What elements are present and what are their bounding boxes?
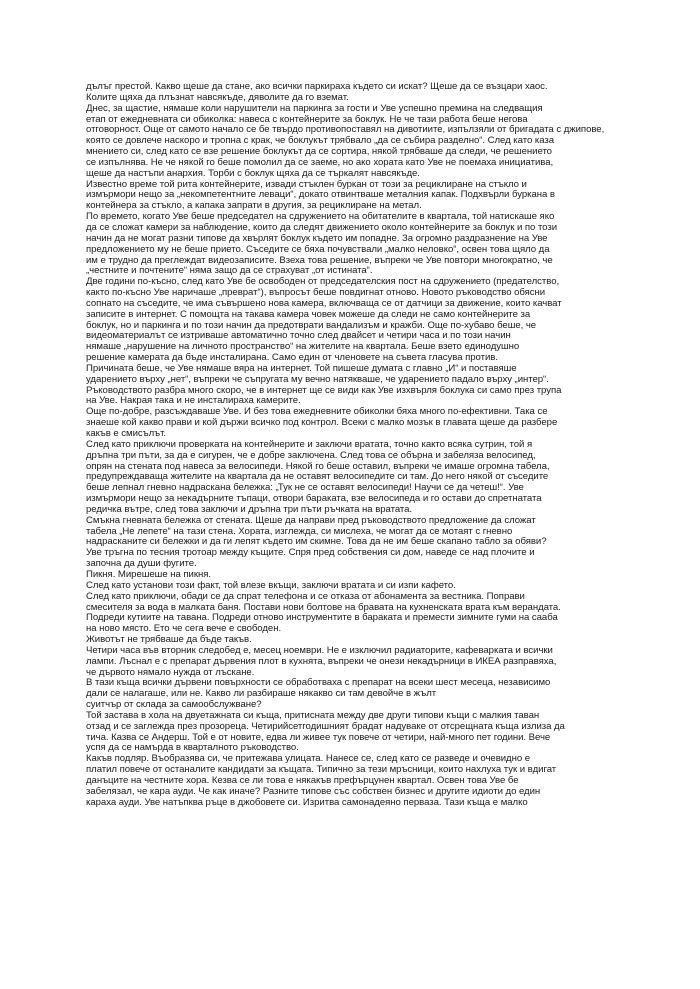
text-line: щеше да настъпи анархия. Торби с боклук щяха да се търкалят навсякъде. bbox=[86, 167, 420, 179]
text-line: Четири часа във вторник следобед е, месец ноември. Не е изключил радиаторите, кафеварката и всички bbox=[86, 644, 553, 656]
text-line: измърмори нещо за некадърните тъпаци, отвори бараката, взе велосипеда и го остави до спретнатата bbox=[86, 493, 542, 505]
text-line: какъв е смисълът. bbox=[86, 428, 166, 439]
text-line: След като приключи проверката на контейнерите и заключи вратата, точно както всяка сутрин, той я bbox=[86, 438, 533, 450]
text-line: Ръководството разбра много скоро, че в интернет ще се види как Уве изхвърля боклука си само през трупа bbox=[86, 384, 562, 396]
text-line: предупреждаваща жителите на квартала да не оставят велосипедите си там. До него някой от съседите bbox=[86, 471, 549, 483]
text-line: се изпълнява. Не че някой го беше помолил да се заеме, но ако хората като Уве не поемаха инициатива, bbox=[86, 156, 554, 168]
text-line: мнението си, след като се взе решение боклукът да се сортира, някой трябваше да следи, че решението bbox=[86, 146, 552, 158]
text-line: Подреди кутиите на тавана. Подреди отново инструментите в бараката и премести зимните гуми на сааба bbox=[86, 612, 558, 624]
text-line: етап от ежедневната си обиколка: навеса с контейнерите за боклук. Не че тази работа беше негова bbox=[86, 113, 528, 125]
text-line: Пикня. Мирешеше на пикня. bbox=[86, 568, 211, 580]
text-line: както по-късно Уве наричаше „преврат“), въпросът беше повдигнат отново. Новото ръководство обясни bbox=[86, 287, 546, 299]
text-line: започна да души фугите. bbox=[86, 558, 197, 570]
text-line: табела „Не лепете“ на тази стена. Хората, изглежда, си мислеха, че могат да се мотаят с гневно bbox=[86, 525, 513, 537]
text-line: Той застава в хола на двуетажната си къща, притисната между две други типови къщи с малкия таван bbox=[86, 709, 540, 721]
document-body bbox=[86, 82, 616, 809]
text-line: суитчър от склада за самообслужване? bbox=[86, 699, 262, 711]
text-line: дали се налагаше, или не. Какво ли разбираше някакво си там девойче в жълт bbox=[86, 688, 437, 700]
text-line: Колите щяха да плъзнат навсякъде, дяволите да го вземат. bbox=[86, 91, 349, 103]
text-line: Причината беше, че Уве нямаше вяра на интернет. Той пишеше думата с главно „И“ и поставяше bbox=[86, 362, 517, 374]
text-line: Известно време той рита контейнерите, извади стъклен буркан от този за рециклиране на стъкло и bbox=[86, 178, 527, 190]
text-line: измърмори нещо за „некомпетентните леваци“, докато отвинтваше металния капак. Подхвърли буркана в bbox=[86, 189, 555, 201]
text-line: че дървото нямало нужда от лъскане. bbox=[86, 666, 255, 678]
text-line: Днес, за щастие, нямаше коли нарушители на паркинга за гости и Уве успешно премина на следващия bbox=[86, 102, 543, 114]
text-line: записите в интернет. С помощта на такава камера човек можеше да следи не само контейнерите за bbox=[86, 308, 531, 320]
text-line: боклук, но и паркинга и по този начин да предотврати вандализъм и кражби. Още по-хубаво беше, че bbox=[86, 319, 537, 331]
text-line: да се сложат камери за наблюдение, които да следят движението около контейнерите за боклук и по този bbox=[86, 221, 558, 233]
text-line: видеоматериалът се изтриваше автоматично точно след двайсет и четири часа и по този начин bbox=[86, 330, 511, 342]
text-line: която се довлече наскоро и тропна с крак, че боклукът трябвало „да се събира разделно“. След като каза bbox=[86, 135, 555, 147]
text-line: дълъг престой. Какво щеше да стане, ако всички паркираха където си искат? Щеше да се възцари хаос. bbox=[86, 81, 548, 92]
text-line: беше лепнал гневно надраскана бележка: „Тук не се оставят велосипеди! Научи се да четеш!“. Уве bbox=[86, 482, 524, 494]
text-line: Смъкна гневната бележка от стената. Щеше да направи пред ръководството предложение да сложат bbox=[86, 514, 536, 526]
text-line: отговорност. Още от самото начало се бе твърдо противопоставял на дивотиите, изпълзяли от бригадата с джипове, bbox=[86, 124, 605, 136]
text-line: След като установи този факт, той влезе вкъщи, заключи вратата и си изпи кафето. bbox=[86, 579, 456, 591]
text-line: редичка вътре, след това заключи и дръпна три пъти ръчката на вратата. bbox=[86, 503, 413, 515]
text-line: Две години по-късно, след като Уве бе освободен от председателския пост на сдружението (предателство, bbox=[86, 276, 560, 288]
text-line: В тази къща всички дървени повърхности се обработваха с препарат на всеки шест месеца, независимо bbox=[86, 677, 551, 689]
text-line: на ново място. Ето че сега вече е свободен. bbox=[86, 623, 282, 635]
text-line: начин да не могат разни типове да хвърлят боклук където им попадне. За огромно раздразнение на Уве bbox=[86, 232, 548, 244]
text-line: успя да се намърда в кварталното ръководство. bbox=[86, 742, 299, 754]
text-line: решение камерата да бъде инсталирана. Само един от членовете на съвета гласува против. bbox=[86, 352, 498, 364]
text-line: опрян на стената под навеса за велосипеди. Някой го беше оставил, въпреки че имаше огромна табела, bbox=[86, 460, 550, 472]
text-line: надрасканите си бележки и да ги лепят където им скимне. Това да не им беше скапано табло за обяви? bbox=[86, 536, 547, 548]
text-line: отзад и се заглежда през прозореца. Четирийсетгодишният брадат надуваке от отсрещната къща излиза да bbox=[86, 720, 565, 732]
text-line: По времето, когато Уве беше председател на сдружението на обитателите в квартала, той натискаше яко bbox=[86, 211, 555, 223]
text-line: Още по-добре, разсъждаваше Уве. И без това ежедневните обиколки бяха много по-ефективни. Така се bbox=[86, 406, 548, 418]
text-line: Уве тръгна по тесния тротоар между къщите. Спря пред собствения си дом, наведе се над плочите и bbox=[86, 547, 535, 559]
text-line: забелязал, че кара ауди. Че как иначе? Разните типове със собствен бизнес и другите идиоти до един bbox=[86, 785, 541, 797]
text-line: „честните и почтените“ няма защо да се страхуват „от истината“. bbox=[86, 265, 373, 277]
text-line: предложението му не беше прието. Съседите се бяха почувствали „малко неловко“, освен това щяло да bbox=[86, 243, 550, 255]
text-line: на Уве. Накрая така и не инсталираха камерите. bbox=[86, 395, 301, 407]
text-line: сопнато на съседите, че има съвършено нова камера, включваща се от датчици за движение, които качват bbox=[86, 297, 562, 309]
text-line: им е трудно да преглеждат видеозаписите. Взеха това решение, въпреки че Уве повтори многократно, че bbox=[86, 254, 553, 266]
text-line: След като приключи, обади се да спрат телефона и се отказа от абонамента за вестника. Поправи bbox=[86, 590, 525, 602]
text-line: Какъв подляр. Въобразява си, че притежава улицата. Нанесе се, след като се разведе и очевидно е bbox=[86, 753, 531, 765]
text-line: тича. Казва се Андерш. Той е от новите, едва ли живее тук повече от четири, най-много пет години. Вече bbox=[86, 731, 551, 743]
text-line: знаеше кой какво прави и кой държи всичко под контрол. Всеки с малко мозък в главата щеше да разбере bbox=[86, 417, 558, 429]
text-line: ударението върху „нет“, въпреки че съпругата му вечно натякваше, че ударението падало върху „интер“. bbox=[86, 373, 549, 385]
text-line: дръпна три пъти, за да е сигурен, че е добре заключена. След това се обърна и забеляза велосипед, bbox=[86, 449, 536, 461]
text-line: нямаше „нарушение на личното пространство“ на жителите на квартала. Беше взето единодушно bbox=[86, 341, 520, 353]
text-line: платил повече от останалите кандидати за къщата. Типично за тези мръсници, които нахлуха тук и вдигат bbox=[86, 764, 557, 776]
text-line: смесителя за вода в малката баня. Постави нови болтове на бравата на кухненската врата към верандата. bbox=[86, 601, 561, 613]
text-line: караха ауди. Уве натъпква ръце в джобовете си. Изритва самонадеяно перваза. Тази къща е малко bbox=[86, 796, 528, 808]
text-line: Животът не трябваше да бъде такъв. bbox=[86, 634, 252, 646]
text-line: лампи. Лъснал е с препарат дървения плот в кухнята, въпреки че онези некадърници в ИКЕА разправяха, bbox=[86, 655, 557, 667]
text-line: контейнера за стъкло, а капака запрати в другия, за рециклиране на метал. bbox=[86, 200, 422, 212]
text-line: данъците на честните хора. Кезва се ли това е някакъв префърцунен квартал. Освен това Уве бе bbox=[86, 775, 519, 786]
